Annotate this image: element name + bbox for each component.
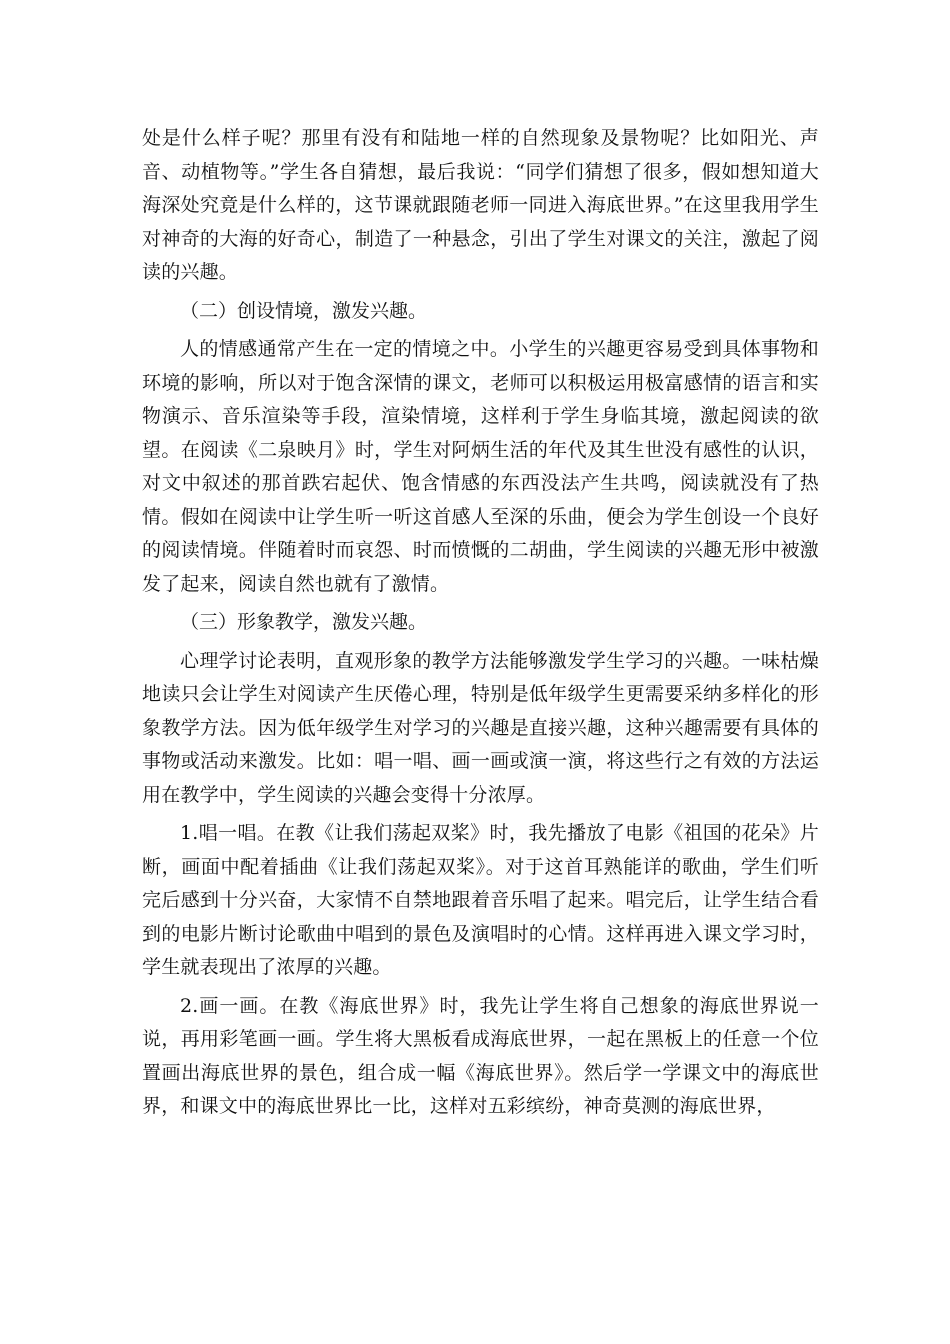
section-heading-2: （二）创设情境，激发兴趣。 xyxy=(180,299,428,322)
paragraph-situation: 人的情感通常产生在一定的情境之中。小学生的兴趣更容易受到具体事物和环境的影响，所以对于饱含深情的课文，老师可以积极运用极富感情的语言和实物演示、音乐渲染等手段，渲染情境，这样利于学生身临其境，激起阅读的欲望。在阅读《二泉映月》时，学生对阿炳生活的年代及其生世没有感性的认识，对文中叙述的那首跌宕起伏、饱含情感的东西没法产生共鸣，阅读就没有了热情。假如在阅读中让学生听一听这首感人至深的乐曲，便会为学生创设一个良好的阅读情境。伴随着时而哀怨、时而愤慨的二胡曲，学生阅读的兴趣无形中被激发了起来，阅读自然也就有了激情。 xyxy=(142,338,819,595)
section-heading-3: （三）形象教学，激发兴趣。 xyxy=(180,611,428,633)
paragraph-continuation: 处是什么样子呢？那里有没有和陆地一样的自然现象及景物呢？比如阳光、声音、动植物等。”学生各自猜想，最后我说：“同学们猜想了很多，假如想知道大海深处究竟是什么样的，这节课就跟随老师一同进入海底世界。”在这里我用学生对神奇的大海的好奇心，制造了一种悬念，引出了学生对课文的关注，激起了阅读的兴趣。 xyxy=(142,127,819,283)
document-page xyxy=(142,122,819,1124)
paragraph-imagery: 心理学讨论表明，直观形象的教学方法能够激发学生学习的兴趣。一味枯燥地读只会让学生对阅读产生厌倦心理，特别是低年级学生更需要采纳多样化的形象教学方法。因为低年级学生对学习的兴趣是直接兴趣，这种兴趣需要有具体的事物或活动来激发。比如：唱一唱、画一画或演一演，将这些行之有效的方法运用在教学中，学生阅读的兴趣会变得十分浓厚。 xyxy=(142,649,819,806)
paragraph-sing: 1.唱一唱。在教《让我们荡起双桨》时，我先播放了电影《祖国的花朵》片断，画面中配着插曲《让我们荡起双桨》。对于这首耳熟能详的歌曲，学生们听完后感到十分兴奋，大家情不自禁地跟着音乐唱了起来。唱完后，让学生结合看到的电影片断讨论歌曲中唱到的景色及演唱时的心情。这样再进入课文学习时，学生就表现出了浓厚的兴趣。 xyxy=(142,822,819,978)
paragraph-draw: 2.画一画。在教《海底世界》时，我先让学生将自己想象的海底世界说一说，再用彩笔画一画。学生将大黑板看成海底世界，一起在黑板上的任意一个位置画出海底世界的景色，组合成一幅《海底世界》。然后学一学课文中的海底世界，和课文中的海底世界比一比，这样对五彩缤纷，神奇莫测的海底世界， xyxy=(142,994,819,1117)
